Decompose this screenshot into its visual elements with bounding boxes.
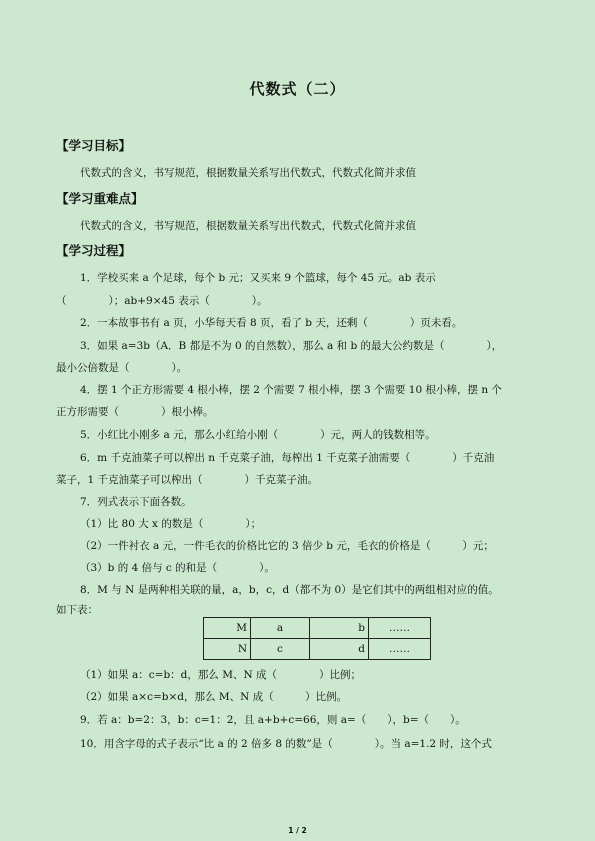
question-2: 2．一本故事书有 a 页，小华每天看 8 页，看了 b 天，还剩（ ）页未看。 [80, 317, 463, 329]
page-number: 1 / 2 [288, 826, 307, 835]
table-cell: d [310, 639, 369, 660]
question-3: 3．如果 a=3b（A．B 都是不为 0 的自然数），那么 a 和 b 的最大公约数是（ ）， [80, 340, 503, 352]
question-7-2: （2）一件衬衣 a 元，一件毛衣的价格比它的 3 倍少 b 元，毛衣的价格是（ ）元； [80, 540, 494, 552]
question-7-3: （3）b 的 4 倍与 c 的和是（ ）。 [80, 562, 275, 574]
mn-table [203, 617, 431, 660]
page-title: 代数式（二） [249, 80, 346, 98]
heading-key: 【学习重难点】 [56, 191, 144, 206]
question-8-2: （2）如果 a×c=b×d，那么 M、N 成（ ）比例。 [80, 691, 348, 703]
table-cell: a [251, 618, 310, 639]
question-7: 7．列式表示下面各数。 [80, 496, 192, 508]
key-text: 代数式的含义，书写规范，根据数量关系写出代数式，代数式化简并求值 [80, 220, 416, 232]
table-row [204, 618, 431, 639]
question-8: 8．M 与 N 是两种相关联的量，a，b，c，d（都不为 0）是它们其中的两组相对应的值。 [80, 584, 499, 596]
question-4: 4．摆 1 个正方形需要 4 根小棒，摆 2 个需要 7 根小棒，摆 3 个需要 10 根小棒，摆 n 个 [80, 384, 502, 396]
table-cell: b [310, 618, 369, 639]
table-row [204, 639, 431, 660]
table-cell: …… [369, 639, 431, 660]
question-4-cont: 正方形需要（ ）根小棒。 [56, 406, 214, 418]
table-cell: N [204, 639, 251, 660]
question-5: 5．小红比小刚多 a 元，那么小红给小刚（ ）元，两人的钱数相等。 [80, 429, 436, 441]
question-10: 10．用含字母的式子表示“比 a 的 2 倍多 8 的数”是（ ）。当 a=1.2 时，这个式 [80, 738, 492, 750]
goal-text: 代数式的含义，书写规范，根据数量关系写出代数式，代数式化简并求值 [80, 167, 416, 179]
table-cell: c [251, 639, 310, 660]
heading-process: 【学习过程】 [56, 243, 132, 258]
question-6-cont: 菜子，1 千克油菜子可以榨出（ ）千克菜子油。 [56, 474, 319, 486]
question-3-cont: 最小公倍数是（ ）。 [56, 362, 188, 374]
question-8-1: （1）如果 a：c=b：d，那么 M、N 成（ ）比例； [80, 669, 362, 681]
question-9: 9．若 a：b=2：3，b：c=1：2，且 a+b+c=66，则 a=（ ），b=（ ）。 [80, 714, 466, 726]
question-1-cont: （ ）；ab+9×45 表示（ ）。 [56, 295, 268, 307]
question-1: 1．学校买来 a 个足球，每个 b 元；又买来 9 个篮球，每个 45 元。ab 表示 [80, 272, 436, 284]
heading-goal: 【学习目标】 [56, 138, 132, 153]
question-8-cont: 如下表： [56, 604, 98, 616]
question-7-1: （1）比 80 大 x 的数是（ ）； [80, 518, 262, 530]
question-6: 6．m 千克油菜子可以榨出 n 千克菜子油，每榨出 1 千克菜子油需要（ ）千克油 [80, 452, 495, 464]
table-cell: M [204, 618, 251, 639]
table-cell: …… [369, 618, 431, 639]
